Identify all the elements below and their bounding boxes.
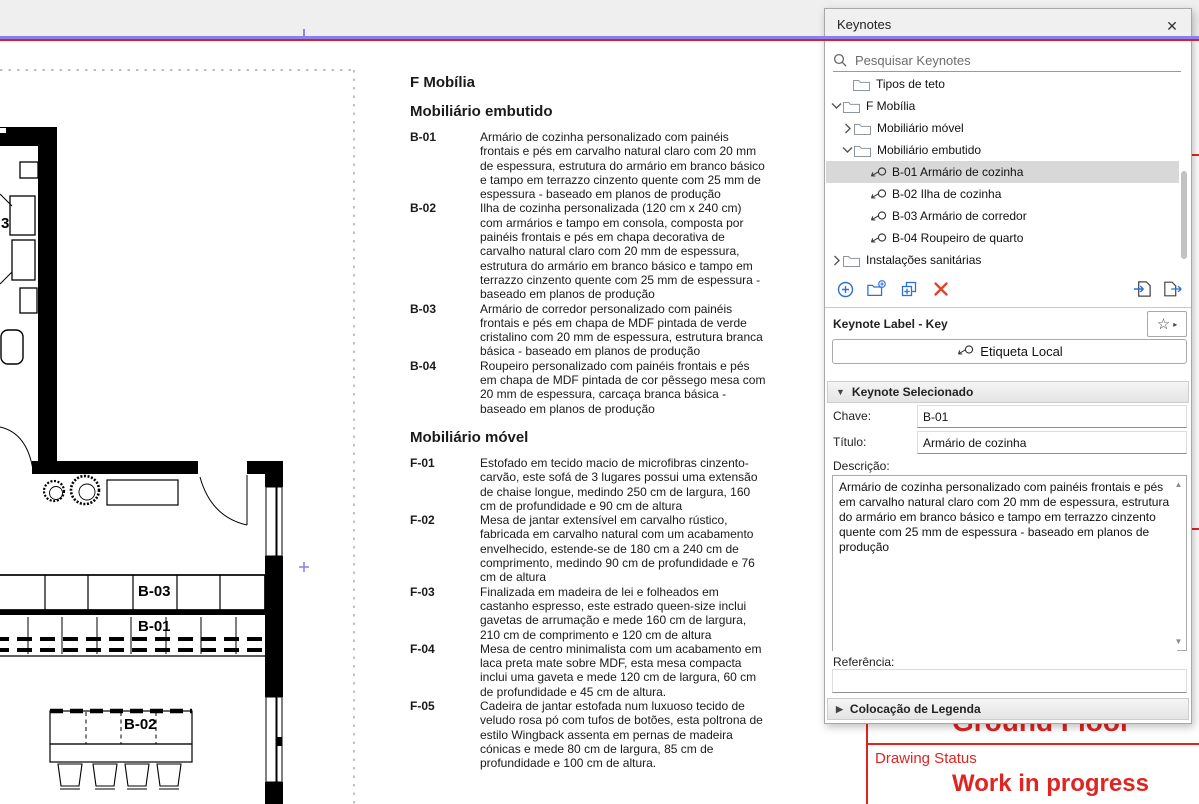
snap-cross-marker [299, 562, 309, 572]
folder-icon [854, 122, 871, 135]
legend-item: B-02 Ilha de cozinha personalizada (120 cm x 240 cm) com armários e tampo em consola, composta por painéis frontais e pés em chapa decorativa de carvalho natural claro com 20 mm de espessura, estrutura do armário em branco básico e tampo em terrazzo cinzento quente com 25 mm de espessura - baseado em planos de produção [410, 201, 761, 302]
keynote-label-icon [869, 188, 887, 200]
walls [0, 127, 283, 804]
toolbar-divider [825, 307, 1191, 308]
legend-item: F-03 Finalizada em madeira de lei e folheados em castanho espresso, este estrado queen-size inclui gavetas de arrumação e mede 160 cm de largura, 210 cm de comprimento e 120 cm de altura [410, 584, 747, 642]
keynote-tree [826, 73, 1179, 271]
search-icon [833, 53, 847, 67]
chevron-down-icon[interactable] [841, 146, 854, 154]
legend-item: F-04 Mesa de centro minimalista com um acabamento em laca preta mate sobre MDF, esta mesa compacta inclui uma gaveta e mede 120 cm de largura, 60 cm de profundidade e 45 cm de altura. [410, 641, 762, 699]
legend-item: F-05 Cadeira de jantar estofada num luxuoso tecido de veludo rosa pó com tufos de botões, esta poltrona de estilo Wingback assenta em pernas de madeira cónicas e mede 80 cm de largura, 85 cm de profundidade e 100 cm de altura. [410, 698, 763, 771]
referencia-input[interactable] [832, 669, 1187, 693]
tree-item-b01-armario-de-cozinha[interactable]: B-01 Armário de cozinha [826, 161, 1179, 183]
titleblock-hline [866, 743, 1199, 745]
section-collapsed-icon: ▶ [836, 703, 843, 714]
keynote-legend-text [410, 74, 770, 770]
titulo-input[interactable] [917, 431, 1187, 454]
tree-item-b04-roupeiro-de-quarto[interactable]: B-04 Roupeiro de quarto [826, 227, 1179, 249]
titleblock-drawing-status: Drawing Status [875, 750, 977, 767]
keynote-label-icon [869, 210, 887, 222]
plan-label-b01: B-01 [138, 618, 171, 635]
chair [1, 330, 23, 364]
legend-section-heading-movel: Mobiliário móvel [410, 428, 529, 446]
add-keynote-icon[interactable] [835, 279, 855, 299]
kitchen-island-b02 [50, 711, 192, 789]
favorites-star-button[interactable] [1147, 311, 1187, 337]
referencia-label: Referência: [833, 655, 895, 669]
tree-item-tipos-de-teto[interactable]: Tipos de teto [826, 73, 1179, 95]
titleblock-edge-tick [1191, 154, 1199, 156]
sheet-border-line [0, 39, 1199, 41]
cabinet-row-b03 [0, 575, 265, 610]
folder-icon [853, 78, 870, 91]
delete-keynote-icon[interactable] [931, 279, 951, 299]
legend-item: B-03 Armário de corredor personalizado com painéis frontais e pés em chapa de MDF pintada de verde cristalino com 20 mm de espessura, estrutura branca básica - baseado em planos de produção [410, 301, 763, 359]
plan-label-b02: B-02 [124, 716, 157, 733]
titleblock-vline [866, 716, 868, 804]
panel-title: Keynotes [837, 16, 892, 32]
descricao-textarea-wrap [832, 475, 1187, 651]
plants [44, 476, 99, 504]
chevron-down-icon[interactable] [830, 102, 843, 110]
colocacao-de-legenda-header[interactable]: ▶ Colocação de Legenda [827, 698, 1189, 720]
star-icon: ☆ [1156, 315, 1171, 333]
close-icon[interactable]: ✕ [1166, 18, 1178, 34]
titleblock-work-in-progress: Work in progress [952, 770, 1149, 797]
tree-item-b03-armario-de-corredor[interactable]: B-03 Armário de corredor [826, 205, 1179, 227]
keynote-label-icon [869, 232, 887, 244]
flyout-arrow-icon: ▸ [1173, 319, 1178, 329]
tree-item-mobiliario-movel[interactable]: Mobiliário móvel [826, 117, 1179, 139]
descricao-textarea[interactable] [833, 476, 1177, 658]
tree-item-instalacoes-sanitarias[interactable]: Instalações sanitárias [826, 249, 1179, 271]
descricao-label: Descrição: [833, 459, 890, 473]
search-input[interactable] [853, 52, 1181, 69]
export-keynotes-icon[interactable] [1163, 279, 1183, 299]
chave-label: Chave: [833, 409, 872, 423]
chevron-right-icon[interactable] [830, 255, 843, 266]
door-swing-right [200, 477, 247, 525]
titleblock-edge-tick [1191, 528, 1199, 530]
tree-item-b02-ilha-de-cozinha[interactable]: B-02 Ilha de cozinha [826, 183, 1179, 205]
tree-item-f-mobilia[interactable]: F Mobília [826, 95, 1179, 117]
snap-tick-marker [303, 29, 305, 38]
plan-label-cut: 3 [1, 215, 10, 232]
keynote-selecionado-header[interactable]: ▼ Keynote Selecionado [827, 381, 1189, 403]
etiqueta-local-button[interactable]: Etiqueta Local [832, 339, 1187, 364]
legend-item: F-02 Mesa de jantar extensível em carvalho rústico, fabricada em carvalho natural com um acabamento envelhecido, estende-se de 180 cm a 240 cm de comprimento, medindo 90 cm de profundidade e 76 cm de altura [410, 513, 755, 585]
legend-title: F Mobília [410, 74, 475, 91]
plan-label-b03: B-03 [138, 583, 171, 600]
folder-icon [843, 254, 860, 267]
keynotes-panel [824, 8, 1192, 724]
sofa [0, 162, 38, 313]
scroll-up-icon[interactable]: ▲ [1174, 480, 1183, 489]
import-keynotes-icon[interactable] [1133, 279, 1153, 299]
chave-input[interactable] [917, 405, 1187, 428]
scroll-down-icon[interactable]: ▼ [1174, 637, 1183, 646]
keynote-label-key-caption: Keynote Label - Key [833, 317, 948, 331]
legend-section-heading-embutido: Mobiliário embutido [410, 103, 553, 120]
keynote-label-icon [956, 344, 974, 359]
titulo-label: Título: [833, 435, 867, 449]
chevron-right-icon[interactable] [841, 123, 854, 134]
new-folder-icon[interactable] [867, 279, 887, 299]
console-table [107, 480, 178, 505]
legend-item: F-01 Estofado em tecido macio de microfibras cinzento-carvão, este sofá de 3 lugares possui uma extensão de chaise longue, medindo 250 cm de largura, 160 cm de profundidade e 90 cm de altura [410, 455, 758, 513]
tree-item-mobiliario-embutido[interactable]: Mobiliário embutido [826, 139, 1179, 161]
legend-item: B-04 Roupeiro personalizado com painéis frontais e pés em chapa de MDF pintada de cor pêssego mesa com 20 mm de espessura, carcaça branca básica - baseado em planos de produção [410, 358, 766, 416]
tree-scrollbar-thumb[interactable] [1181, 171, 1187, 259]
search-box[interactable] [833, 49, 1181, 72]
keynote-toolbar [825, 277, 1191, 305]
panel-titlebar[interactable] [825, 9, 1191, 39]
section-expanded-icon: ▼ [836, 387, 845, 397]
folder-icon [854, 144, 871, 157]
legend-item: B-01 Armário de cozinha personalizado com painéis frontais e pés em carvalho natural claro com 20 mm de espessura, estrutura do armário em branco básico e tampo em terrazzo cinzento quente com 25 mm de espessura - baseado em planos de produção [410, 130, 765, 202]
door-swing-left [0, 427, 33, 470]
cabinet-row-b01 [0, 617, 265, 656]
keynote-label-icon [869, 166, 887, 178]
stools [58, 764, 181, 789]
folder-icon [843, 100, 860, 113]
duplicate-keynote-icon[interactable] [899, 279, 919, 299]
